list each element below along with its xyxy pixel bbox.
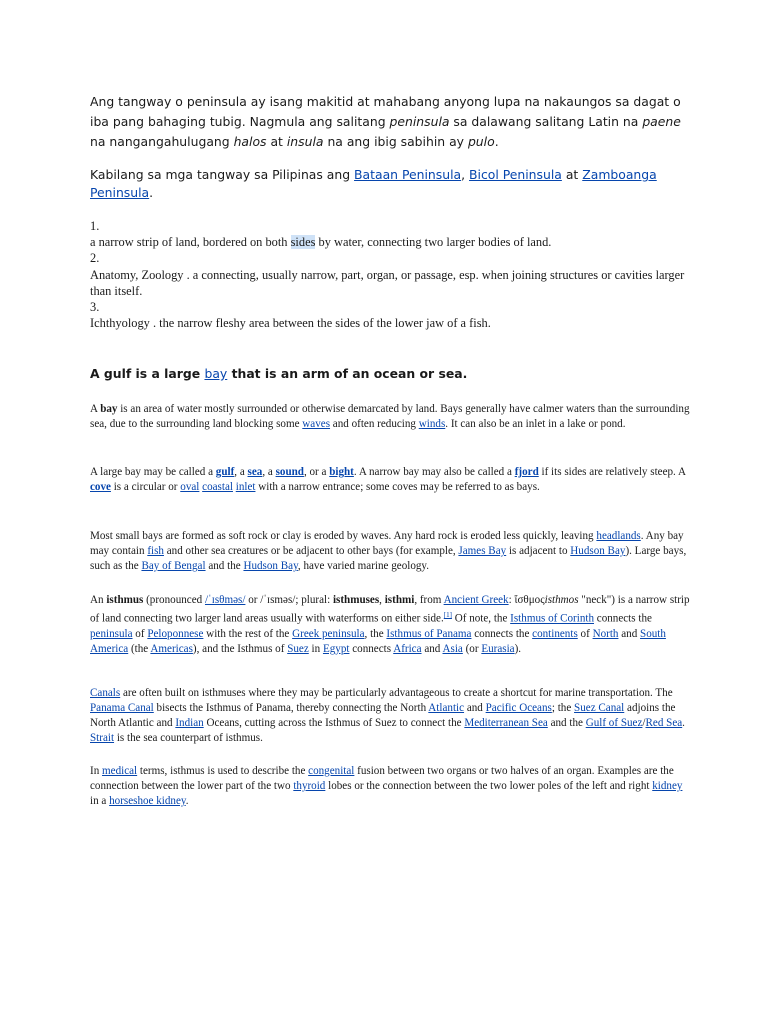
red-sea-link[interactable]: Red Sea (645, 717, 683, 729)
text: Most small bays are formed as soft rock or clay is eroded by waves. Any hard rock is eroded less quickly, leaving (90, 530, 597, 542)
text: is a circular or (110, 481, 181, 493)
thyroid-link[interactable]: thyroid (293, 780, 326, 792)
text: that is an arm of an ocean or sea. (227, 366, 468, 381)
text: In (90, 765, 103, 777)
text: sa dalawang salitang Latin na (449, 114, 643, 129)
hudson-bay-link[interactable]: Hudson Bay (570, 545, 626, 557)
fjord-link[interactable]: fjord (514, 466, 539, 478)
text: , (461, 167, 470, 182)
eurasia-link[interactable]: Eurasia (481, 642, 515, 655)
peninsula-link[interactable]: peninsula (90, 627, 133, 640)
text: Ang tangway o peninsula ay isang makitid at mahabang anyong lupa na nakaungos sa dagat o iba pang bahaging tubig. Nagmula ang salitang (90, 94, 681, 129)
bay-paragraph-3 (90, 529, 690, 574)
text: connects (349, 642, 394, 655)
text: . A narrow bay may also be called a (353, 466, 515, 478)
headlands-link[interactable]: headlands (596, 530, 641, 542)
bight-link[interactable]: bight (329, 466, 354, 478)
suez-link[interactable]: Suez (287, 642, 309, 655)
definition-item: Ichthyology . the narrow fleshy area between the sides of the lower jaw of a fish. (90, 316, 491, 331)
bataan-link[interactable]: Bataan Peninsula (354, 167, 462, 182)
pacific-oceans-link[interactable]: Pacific Oceans (485, 702, 552, 714)
text: bisects the Isthmus of Panama, thereby connecting the North (153, 702, 429, 714)
peloponnese-link[interactable]: Peloponnese (147, 627, 204, 640)
italic-text: halos (233, 134, 267, 149)
text: ). Large bays, such as the (90, 545, 687, 572)
text: . (682, 717, 685, 729)
strait-link[interactable]: Strait (90, 732, 115, 744)
italic-text: insula (286, 134, 324, 149)
suez-canal-link[interactable]: Suez Canal (574, 702, 625, 714)
text: ), and the Isthmus of (192, 642, 288, 655)
text: of (132, 627, 148, 640)
text: na ang ibig sabihin ay (323, 134, 468, 149)
text: , (379, 594, 385, 606)
pronunciation-link[interactable]: /ˈɪsθməs/ (204, 594, 246, 606)
gulf-of-suez-link[interactable]: Gulf of Suez (585, 717, 643, 729)
south-america-link[interactable]: South America (90, 627, 666, 655)
text: . Any bay may contain (90, 530, 684, 557)
congenital-link[interactable]: congenital (308, 765, 355, 777)
north-link[interactable]: North (592, 627, 619, 640)
text: connects the (471, 627, 533, 640)
indian-link[interactable]: Indian (175, 717, 204, 729)
bay-link[interactable]: bay (204, 366, 228, 381)
bold-text: isthmuses (332, 594, 380, 606)
isthmus-of-corinth-link[interactable]: Isthmus of Corinth (510, 612, 594, 625)
text: if its sides are relatively steep. A (538, 466, 686, 478)
text: at (561, 167, 583, 182)
canals-paragraph (90, 686, 690, 746)
bold-text: bay (100, 403, 118, 415)
text: : (508, 594, 515, 606)
text: is adjacent to (506, 545, 571, 557)
text: Oceans, cutting across the Isthmus of Suez to connect the (203, 717, 465, 729)
text: . (494, 134, 499, 149)
text: , or a (303, 466, 330, 478)
text: and (618, 627, 641, 640)
text: , a (262, 466, 276, 478)
canals-link[interactable]: Canals (90, 687, 121, 699)
text: and (421, 642, 443, 655)
text: a narrow strip of land, bordered on both (90, 235, 291, 250)
text: or /ˈɪsməs/; plural: (245, 594, 333, 606)
text: in (308, 642, 323, 655)
text: A (90, 403, 101, 415)
egypt-link[interactable]: Egypt (322, 642, 350, 655)
text: of (577, 627, 593, 640)
text: A gulf is a large (90, 366, 205, 381)
medical-paragraph (90, 764, 690, 809)
text: lobes or the connection between the two lower poles of the left and right (325, 780, 653, 792)
italic-text: isthmos (544, 594, 579, 606)
greek-peninsula-link[interactable]: Greek peninsula (292, 627, 365, 640)
text: and the (547, 717, 586, 729)
definition-number: 2. (90, 251, 100, 266)
text: ; the (551, 702, 575, 714)
pilipinas-paragraph (90, 166, 690, 202)
text: , have varied marine geology. (297, 560, 430, 572)
medical-link[interactable]: medical (102, 765, 138, 777)
text: with a narrow entrance; some coves may be referred to as bays. (255, 481, 540, 493)
definition-item (90, 234, 690, 250)
zamboanga-link[interactable]: Zamboanga Peninsula (90, 167, 657, 200)
text: (pronounced (143, 594, 205, 606)
text: with the rest of the (203, 627, 293, 640)
kidney-link[interactable]: kidney (652, 780, 683, 792)
text: . It can also be an inlet in a lake or pond. (445, 418, 626, 430)
hudson-bay-link-2[interactable]: Hudson Bay (243, 560, 298, 572)
text: is the sea counterpart of isthmus. (114, 732, 263, 744)
text: , a (234, 466, 248, 478)
text: and other sea creatures or be adjacent to other bays (for example, (163, 545, 459, 557)
text: na nangangahulugang (90, 134, 234, 149)
gulf-heading (90, 366, 690, 381)
text: and often reducing (330, 418, 419, 430)
text: (the (128, 642, 151, 655)
text: and (464, 702, 486, 714)
text: are often built on isthmuses where they may be particularly advantageous to create a shortcut for marine transportation. The (120, 687, 673, 699)
bay-paragraph-1 (90, 402, 690, 432)
horseshoe-kidney-link[interactable]: horseshoe kidney (109, 795, 186, 807)
africa-link[interactable]: Africa (393, 642, 422, 655)
oval-link[interactable]: oval (180, 481, 200, 493)
text: terms, isthmus is used to describe the (137, 765, 309, 777)
definition-number: 1. (90, 219, 100, 233)
text: ). (514, 642, 522, 655)
tangway-paragraph (90, 92, 690, 152)
definition-item: Anatomy, Zoology . a connecting, usually narrow, part, organ, or passage, esp. when joining structures or cavities larger than itself. (90, 267, 685, 298)
text: / (642, 717, 646, 729)
bicol-link[interactable]: Bicol Peninsula (469, 167, 562, 182)
text: An (90, 594, 107, 606)
bay-of-bengal-link[interactable]: Bay of Bengal (141, 560, 206, 572)
asia-link[interactable]: Asia (442, 642, 463, 655)
bay-paragraph-2 (90, 465, 690, 495)
text: by water, connecting two larger bodies of land. (315, 235, 552, 250)
gulf-link[interactable]: gulf (215, 466, 235, 478)
atlantic-link[interactable]: Atlantic (428, 702, 465, 714)
cove-link[interactable]: cove (90, 481, 111, 493)
text: , the (364, 627, 387, 640)
text: is an area of water mostly surrounded or otherwise demarcated by land. Bays generally have calmer waters than the surrounding sea, due to the surrounding land blocking some (90, 403, 690, 430)
coastal-link[interactable]: coastal (202, 481, 233, 493)
isthmus-of-panama-link[interactable]: Isthmus of Panama (386, 627, 472, 640)
sea-link[interactable]: sea (247, 466, 263, 478)
italic-text: peninsula (389, 114, 450, 129)
text: connects the (594, 612, 652, 625)
italic-text: paene (642, 114, 681, 129)
text: A large bay may be called a (90, 466, 216, 478)
americas-link[interactable]: Americas (150, 642, 193, 655)
inlet-link[interactable]: inlet (235, 481, 256, 493)
panama-canal-link[interactable]: Panama Canal (90, 702, 154, 714)
bold-text: isthmus (106, 594, 144, 606)
mediterranean-sea-link[interactable]: Mediterranean Sea (464, 717, 548, 729)
citation-link[interactable]: [1] (443, 611, 452, 619)
text: adjoins the North Atlantic and (90, 702, 676, 729)
fish-link[interactable]: fish (147, 545, 164, 557)
text: Kabilang sa mga tangway sa Pilipinas ang (90, 167, 355, 182)
isthmus-paragraph (90, 593, 690, 657)
winds-link[interactable]: winds (418, 418, 446, 430)
sound-link[interactable]: sound (275, 466, 304, 478)
text: at (266, 134, 287, 149)
greek-text: ἴσθμος (514, 594, 545, 606)
italic-text: pulo (467, 134, 495, 149)
text: , from (414, 594, 444, 606)
definition-list (90, 218, 690, 331)
continents-link[interactable]: continents (532, 627, 578, 640)
definition-number: 3. (90, 300, 100, 315)
text: "neck") is a narrow strip of land connecting two larger land areas usually with waterforms on either side. (90, 594, 690, 625)
text: in a (90, 795, 110, 807)
text: Of note, the (451, 612, 511, 625)
text: . (149, 185, 154, 200)
text: fusion between two organs or two halves of an organ. Examples are the connection between the lower part of the two (90, 765, 674, 792)
highlighted-text: sides (290, 235, 316, 250)
james-bay-link[interactable]: James Bay (458, 545, 507, 557)
text: (or (462, 642, 482, 655)
waves-link[interactable]: waves (302, 418, 331, 430)
text: . (185, 795, 189, 807)
ancient-greek-link[interactable]: Ancient Greek (443, 594, 509, 606)
text: and the (205, 560, 244, 572)
bold-text: isthmi (384, 594, 415, 606)
